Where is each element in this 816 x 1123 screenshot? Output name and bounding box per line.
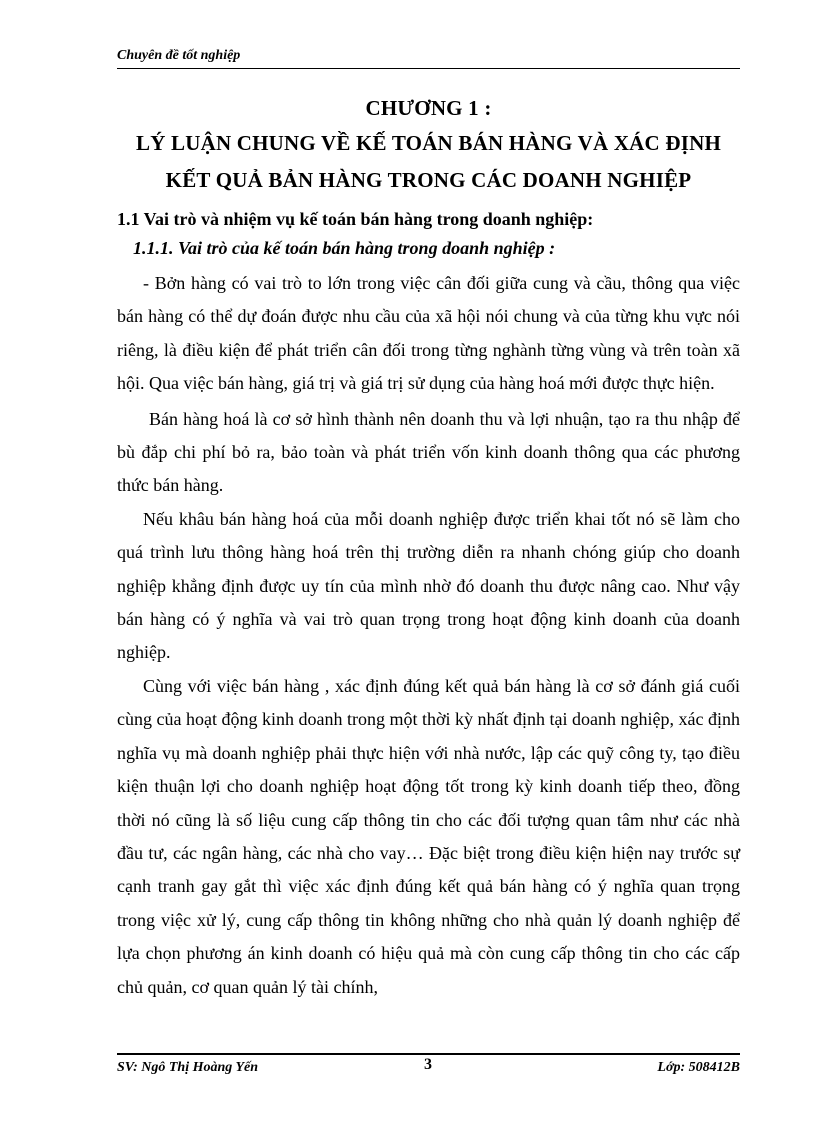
paragraph: Nếu khâu bán hàng hoá của mỗi doanh nghiệp được triển khai tốt nó sẽ làm cho quá trình lưu thông hàng hoá trên thị trường diễn ra nhanh chóng giúp cho doanh nghiệp khẳng định được uy tín của mình nhờ đó doanh thu được nâng cao. Như vậy bán hàng có ý nghĩa và vai trò quan trọng trong hoạt động kinh doanh của doanh nghiệp.: [117, 508, 740, 663]
page-number: 3: [424, 1056, 432, 1073]
paragraph: Bán hàng hoá là cơ sở hình thành nên doanh thu và lợi nhuận, tạo ra thu nhập để bù đắp chi phí bỏ ra, bảo toàn và phát triển vốn kinh doanh thông qua các phương thức bán hàng.: [117, 408, 740, 496]
page-header: Chuyên đề tốt nghiệp: [117, 48, 241, 63]
header-divider: [117, 68, 740, 69]
paragraph: - Bởn hàng có vai trò to lớn trong việc cân đối giữa cung và cầu, thông qua việc bán hàng có thể dự đoán được nhu cầu của xã hội nói chung và của từng khu vực nói riêng, là điều kiện để phát triển cân đối trong từng nghành từng vùng và trên toàn xã hội. Qua việc bán hàng, giá trị và giá trị sử dụng của hàng hoá mới được thực hiện.: [117, 273, 740, 394]
footer-divider: [117, 1053, 740, 1055]
paragraph: Cùng với việc bán hàng , xác định đúng kết quả bán hàng là cơ sở đánh giá cuối cùng của hoạt động kinh doanh trong một thời kỳ nhất định tại doanh nghiệp, xác định nghĩa vụ mà doanh nghiệp phải thực hiện với nhà nước, lập các quỹ công ty, tạo điều kiện thuận lợi cho doanh nghiệp hoạt động tốt trong kỳ kinh doanh tiếp theo, đồng thời nó cũng là số liệu cung cấp thông tin cho các đối tượng quan tâm như các nhà đầu tư, các ngân hàng, các nhà cho vay… Đặc biệt trong điều kiện hiện nay trước sự cạnh tranh gay gắt thì việc xác định đúng kết quả bán hàng có ý nghĩa quan trọng trong việc xử lý, cung cấp thông tin không những cho nhà quản lý doanh nghiệp để lựa chọn phương án kinh doanh có hiệu quả mà còn cung cấp thông tin cho các cấp chủ quản, cơ quan quản lý tài chính,: [117, 675, 740, 997]
subsection-heading: 1.1.1. Vai trò của kế toán bán hàng trong doanh nghiệp :: [133, 238, 556, 258]
chapter-title-line-2: KẾT QUẢ BẢN HÀNG TRONG CÁC DOANH NGHIỆP: [165, 168, 692, 192]
class-code: Lớp: 508412B: [657, 1060, 740, 1075]
chapter-number: CHƯƠNG 1 :: [365, 96, 492, 120]
body-text: [117, 267, 740, 1004]
chapter-title-line-1: LÝ LUẬN CHUNG VỀ KẾ TOÁN BÁN HÀNG VÀ XÁC ĐỊNH: [135, 131, 721, 155]
section-heading: 1.1 Vai trò và nhiệm vụ kế toán bán hàng trong doanh nghiệp:: [117, 209, 594, 229]
student-name: SV: Ngô Thị Hoàng Yến: [117, 1060, 259, 1075]
